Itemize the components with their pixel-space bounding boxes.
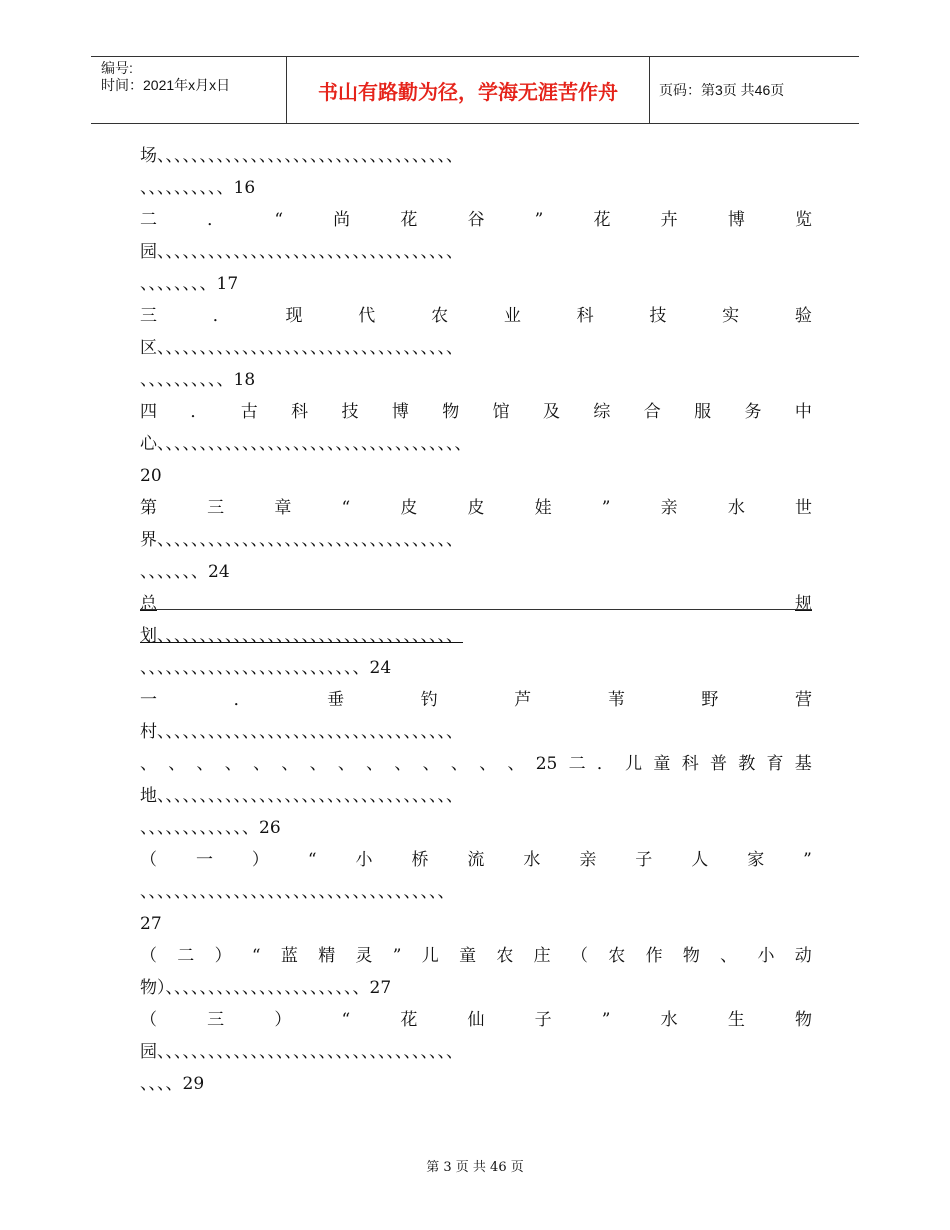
toc-token: 亲 — [660, 498, 678, 518]
toc-token: 苇 — [607, 690, 625, 710]
toc-token: 业 — [503, 306, 521, 326]
toc-token: 及 — [543, 402, 560, 422]
toc-token: 灵 — [355, 946, 373, 966]
toc-token: 皮 — [467, 498, 485, 518]
toc-token: 花 — [593, 210, 611, 230]
toc-token: ． — [596, 754, 614, 774]
toc-line: 划、、、、、、、、、、、、、、、、、、、、、、、、、、、、、、、、、、、 — [140, 626, 463, 646]
toc-token: 水 — [727, 498, 745, 518]
toc-token: 童 — [653, 754, 671, 774]
toc-token: 、 — [479, 754, 497, 774]
toc-token: 童 — [459, 946, 477, 966]
toc-token: “ — [341, 498, 351, 518]
toc-token: 代 — [358, 306, 376, 326]
toc-token: “ — [307, 850, 317, 870]
toc-token: 生 — [727, 1010, 745, 1030]
toc-token: ” — [534, 210, 544, 230]
toc-token: ． — [207, 210, 225, 230]
toc-token: 农 — [608, 946, 626, 966]
toc-token: 普 — [709, 754, 727, 774]
toc-token: 水 — [523, 850, 541, 870]
toc-token: ） — [274, 1010, 292, 1030]
toc-line: 、、、、、、、、、、、、、、、、、、、、、、、、、、24 — [140, 658, 392, 678]
toc-token: 作 — [645, 946, 663, 966]
toc-token: 现 — [285, 306, 303, 326]
toc-token: 子 — [635, 850, 653, 870]
toc-line: 区、、、、、、、、、、、、、、、、、、、、、、、、、、、、、、、、、、、 — [140, 338, 463, 358]
toc-token: 皮 — [400, 498, 418, 518]
toc-token: 博 — [727, 210, 745, 230]
toc-token: 野 — [701, 690, 719, 710]
toc-token: 、 — [450, 754, 468, 774]
toc-token: “ — [341, 1010, 351, 1030]
toc-line — [140, 844, 812, 876]
toc-token: 世 — [794, 498, 812, 518]
toc-token: ． — [233, 690, 251, 710]
toc-token: （ — [140, 850, 157, 870]
toc-token: 、 — [196, 754, 214, 774]
toc-token: 二 — [140, 210, 157, 230]
toc-token: ” — [803, 850, 812, 870]
toc-line: 地、、、、、、、、、、、、、、、、、、、、、、、、、、、、、、、、、、、 — [140, 786, 463, 806]
toc-token: 尚 — [333, 210, 351, 230]
toc-token: 小 — [757, 946, 775, 966]
header-motto: 书山有路勤为径，学海无涯苦作舟 — [318, 79, 618, 104]
toc-token: 育 — [766, 754, 784, 774]
toc-line — [140, 300, 812, 332]
toc-token: 科 — [291, 402, 309, 422]
page-footer: 第 3 页 共 46 页 — [426, 1160, 524, 1175]
toc-token: 庄 — [533, 946, 551, 966]
toc-token: 总 — [140, 594, 157, 614]
toc-token: 、 — [720, 946, 738, 966]
toc-token: 三 — [140, 306, 157, 326]
toc-line: 、、、、、、、24 — [140, 562, 230, 582]
toc-line — [140, 1004, 812, 1036]
toc-token: 农 — [431, 306, 449, 326]
toc-token: 、 — [422, 754, 440, 774]
toc-line — [140, 396, 812, 428]
document-number-label: 编号: — [101, 60, 133, 76]
toc-line: 、、、、、、、、、、16 — [140, 178, 256, 198]
toc-token: 卉 — [660, 210, 678, 230]
toc-token: 三 — [207, 1010, 225, 1030]
toc-token: 四 — [140, 402, 157, 422]
toc-line: 27 — [140, 914, 162, 934]
toc-token: 二 — [177, 946, 195, 966]
toc-line: 界、、、、、、、、、、、、、、、、、、、、、、、、、、、、、、、、、、、 — [140, 530, 463, 550]
toc-token: 动 — [794, 946, 812, 966]
toc-token: 物 — [442, 402, 460, 422]
toc-token: 验 — [794, 306, 812, 326]
toc-token: 亲 — [579, 850, 597, 870]
toc-token: 教 — [738, 754, 756, 774]
toc-token: ） — [251, 850, 269, 870]
toc-token: 花 — [400, 1010, 418, 1030]
toc-token: “ — [274, 210, 284, 230]
header-page-number: 页码：第3页 共46页 — [659, 82, 785, 98]
toc-token: 、 — [253, 754, 271, 774]
toc-token: 综 — [593, 402, 611, 422]
toc-line — [140, 684, 812, 716]
toc-line: 、、、、29 — [140, 1074, 205, 1094]
toc-token: 蓝 — [280, 946, 298, 966]
toc-line: 、、、、、、、、17 — [140, 274, 239, 294]
toc-token: 二 — [568, 754, 586, 774]
header-page-cell — [650, 57, 859, 123]
toc-token: 一 — [195, 850, 213, 870]
toc-token: 花 — [400, 210, 418, 230]
toc-line: 、、、、、、、、、、、、、、、、、、、、、、、、、、、、、、、、、、、、 — [140, 882, 455, 902]
toc-token: ） — [214, 946, 232, 966]
toc-token: 精 — [318, 946, 336, 966]
toc-token: 娃 — [534, 498, 552, 518]
toc-line: 园、、、、、、、、、、、、、、、、、、、、、、、、、、、、、、、、、、、 — [140, 242, 463, 262]
toc-token: 科 — [576, 306, 594, 326]
toc-token: 物 — [682, 946, 700, 966]
toc-token: 服 — [694, 402, 712, 422]
toc-token: 合 — [643, 402, 661, 422]
toc-token: 子 — [534, 1010, 552, 1030]
toc-line: 场、、、、、、、、、、、、、、、、、、、、、、、、、、、、、、、、、、、 — [140, 146, 463, 166]
toc-token: 小 — [355, 850, 373, 870]
toc-token: “ — [251, 946, 261, 966]
document-time-label: 时间：2021年x月x日 — [101, 77, 231, 93]
toc-token: 、 — [281, 754, 299, 774]
toc-token: 25 — [535, 754, 558, 774]
toc-token: 、 — [507, 754, 525, 774]
toc-line — [140, 940, 812, 972]
toc-token: 一 — [140, 690, 157, 710]
toc-token: 科 — [681, 754, 699, 774]
toc-token: 博 — [391, 402, 409, 422]
toc-line — [140, 492, 812, 524]
toc-line — [140, 204, 812, 236]
toc-token: 章 — [274, 498, 292, 518]
toc-line: 村、、、、、、、、、、、、、、、、、、、、、、、、、、、、、、、、、、、 — [140, 722, 463, 742]
toc-token: 务 — [744, 402, 762, 422]
toc-token: （ — [570, 946, 588, 966]
toc-token: ． — [190, 402, 208, 422]
toc-token: 览 — [794, 210, 812, 230]
toc-token: 流 — [467, 850, 485, 870]
toc-token: ． — [212, 306, 230, 326]
toc-token: 农 — [496, 946, 514, 966]
toc-token: 家 — [747, 850, 765, 870]
header-motto-cell — [287, 57, 650, 123]
toc-token: 、 — [366, 754, 384, 774]
toc-token: 人 — [691, 850, 709, 870]
toc-token: 、 — [168, 754, 186, 774]
toc-line: 、、、、、、、、、、18 — [140, 370, 256, 390]
toc-token: 、 — [337, 754, 355, 774]
toc-token: 实 — [722, 306, 740, 326]
toc-token: 水 — [660, 1010, 678, 1030]
toc-token: 桥 — [411, 850, 429, 870]
toc-token: ” — [392, 946, 402, 966]
toc-token: ” — [601, 1010, 611, 1030]
page-header — [91, 56, 859, 124]
toc-token: 基 — [794, 754, 812, 774]
toc-token: 中 — [794, 402, 812, 422]
toc-token: 技 — [341, 402, 359, 422]
toc-token: 、 — [394, 754, 412, 774]
toc-line: 20 — [140, 466, 162, 486]
toc-token: 物 — [794, 1010, 812, 1030]
toc-token: 谷 — [467, 210, 485, 230]
toc-token: ” — [601, 498, 611, 518]
toc-token: 馆 — [492, 402, 510, 422]
toc-token: （ — [140, 1010, 157, 1030]
toc-token: 垂 — [327, 690, 345, 710]
toc-line: 物）、、、、、、、、、、、、、、、、、、、、、、、27 — [140, 978, 392, 998]
toc-line: 、、、、、、、、、、、、、26 — [140, 818, 281, 838]
toc-token: 芦 — [514, 690, 532, 710]
toc-line: 园、、、、、、、、、、、、、、、、、、、、、、、、、、、、、、、、、、、 — [140, 1042, 463, 1062]
toc-token: 三 — [207, 498, 225, 518]
toc-token: 第 — [140, 498, 157, 518]
toc-token: 、 — [309, 754, 327, 774]
toc-token: 、 — [140, 754, 157, 774]
toc-token: 规 — [795, 594, 812, 614]
toc-token: 儿 — [625, 754, 643, 774]
toc-token: 技 — [649, 306, 667, 326]
toc-line: 心、、、、、、、、、、、、、、、、、、、、、、、、、、、、、、、、、、、、 — [140, 434, 472, 454]
toc-token: 营 — [794, 690, 812, 710]
toc-token: （ — [140, 946, 157, 966]
toc-token: 儿 — [421, 946, 439, 966]
section-rule — [140, 609, 812, 610]
toc-token: 古 — [240, 402, 258, 422]
toc-line — [140, 748, 812, 780]
toc-token: 仙 — [467, 1010, 485, 1030]
header-meta — [91, 57, 287, 123]
toc-token: 钓 — [420, 690, 438, 710]
toc-line — [140, 588, 812, 620]
toc-token: 、 — [224, 754, 242, 774]
